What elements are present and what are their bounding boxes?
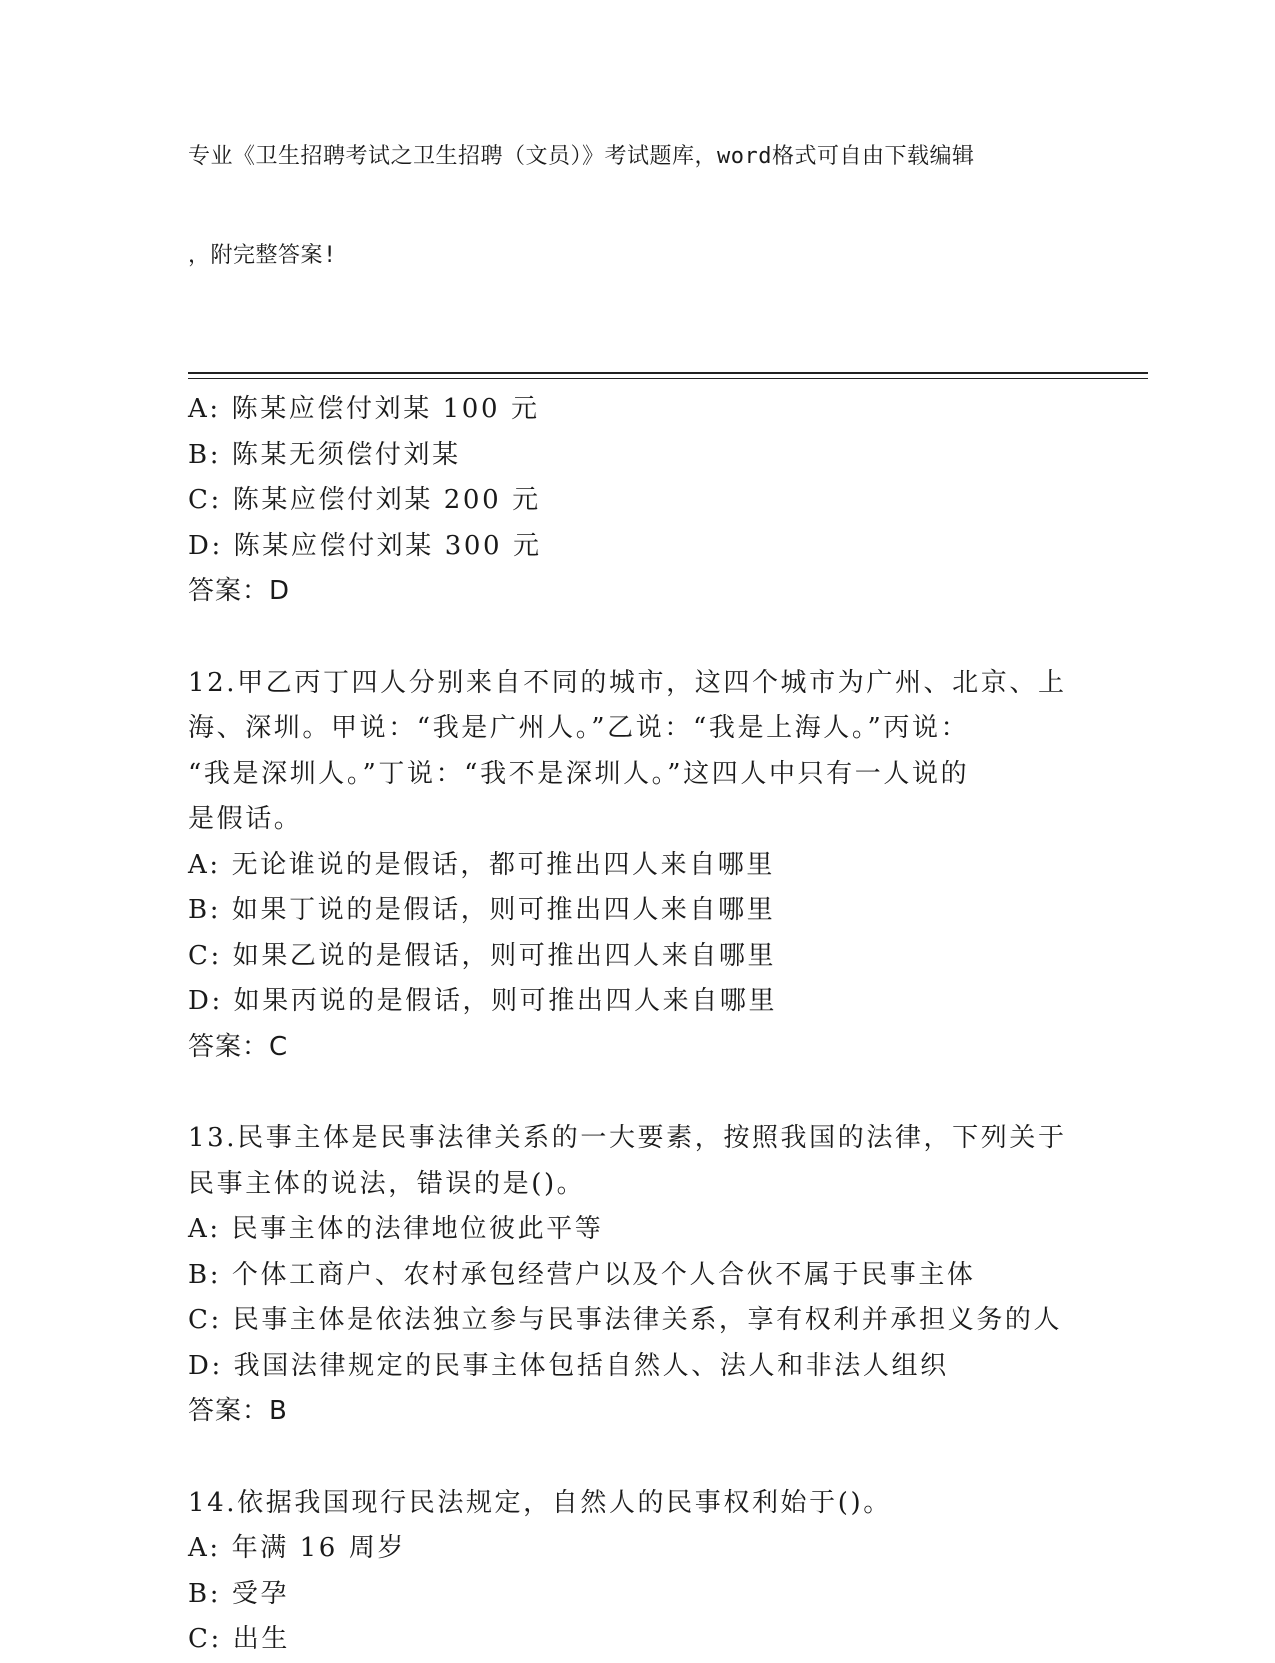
- document-header: [188, 74, 1148, 338]
- question-11-continued: [188, 387, 1148, 615]
- option-a: A: 年满 16 周岁: [188, 1533, 407, 1563]
- document-page: [188, 74, 1148, 1663]
- question-stem: [188, 661, 1148, 843]
- stem-line: 是假话。: [188, 804, 303, 834]
- question-14: [188, 1481, 1148, 1663]
- option-b: B: 个体工商户、农村承包经营户以及个人合伙不属于民事主体: [188, 1259, 976, 1290]
- answer-line: 答案：B: [188, 1396, 288, 1426]
- option-c: C: 陈某应偿付刘某 200 元: [188, 485, 541, 515]
- option-b: B: 受孕: [188, 1578, 290, 1609]
- option-a: A: 陈某应偿付刘某 100 元: [188, 394, 540, 424]
- header-line-1: 专业《卫生招聘考试之卫生招聘（文员）》考试题库，word格式可自由下载编辑: [188, 144, 975, 169]
- stem-line: 14.依据我国现行民法规定，自然人的民事权利始于()。: [188, 1487, 892, 1518]
- option-b: B: 陈某无须偿付刘某: [188, 439, 461, 470]
- option-a: A: 无论谁说的是假话，都可推出四人来自哪里: [188, 849, 776, 880]
- header-line-2: ，附完整答案!: [188, 243, 337, 268]
- option-c: C: 出生: [188, 1624, 290, 1654]
- stem-line: 13.民事主体是民事法律关系的一大要素，按照我国的法律，下列关于: [188, 1123, 1067, 1153]
- answer-line: 答案：D: [188, 576, 291, 606]
- option-a: A: 民事主体的法律地位彼此平等: [188, 1214, 604, 1244]
- answer-line: 答案：C: [188, 1031, 289, 1062]
- question-13: [188, 1116, 1148, 1435]
- question-12: [188, 661, 1148, 1071]
- option-d: D: 如果丙说的是假话，则可推出四人来自哪里: [188, 986, 778, 1016]
- option-d: D: 陈某应偿付刘某 300 元: [188, 530, 542, 561]
- option-d: D: 我国法律规定的民事主体包括自然人、法人和非法人组织: [188, 1350, 949, 1381]
- option-c: C: 民事主体是依法独立参与民事法律关系，享有权利并承担义务的人: [188, 1305, 1063, 1335]
- option-b: B: 如果丁说的是假话，则可推出四人来自哪里: [188, 895, 776, 925]
- stem-line: 12.甲乙丙丁四人分别来自不同的城市，这四个城市为广州、北京、上: [188, 667, 1067, 698]
- stem-line: “我是深圳人。”丁说：“我不是深圳人。”这四人中只有一人说的: [188, 758, 970, 789]
- question-stem: [188, 1481, 1148, 1527]
- option-c: C: 如果乙说的是假话，则可推出四人来自哪里: [188, 940, 777, 971]
- stem-line: 民事主体的说法，错误的是()。: [188, 1168, 586, 1199]
- stem-line: 海、深圳。甲说：“我是广州人。”乙说：“我是上海人。”丙说：: [188, 713, 970, 743]
- question-stem: [188, 1116, 1148, 1207]
- header-divider: [188, 372, 1148, 379]
